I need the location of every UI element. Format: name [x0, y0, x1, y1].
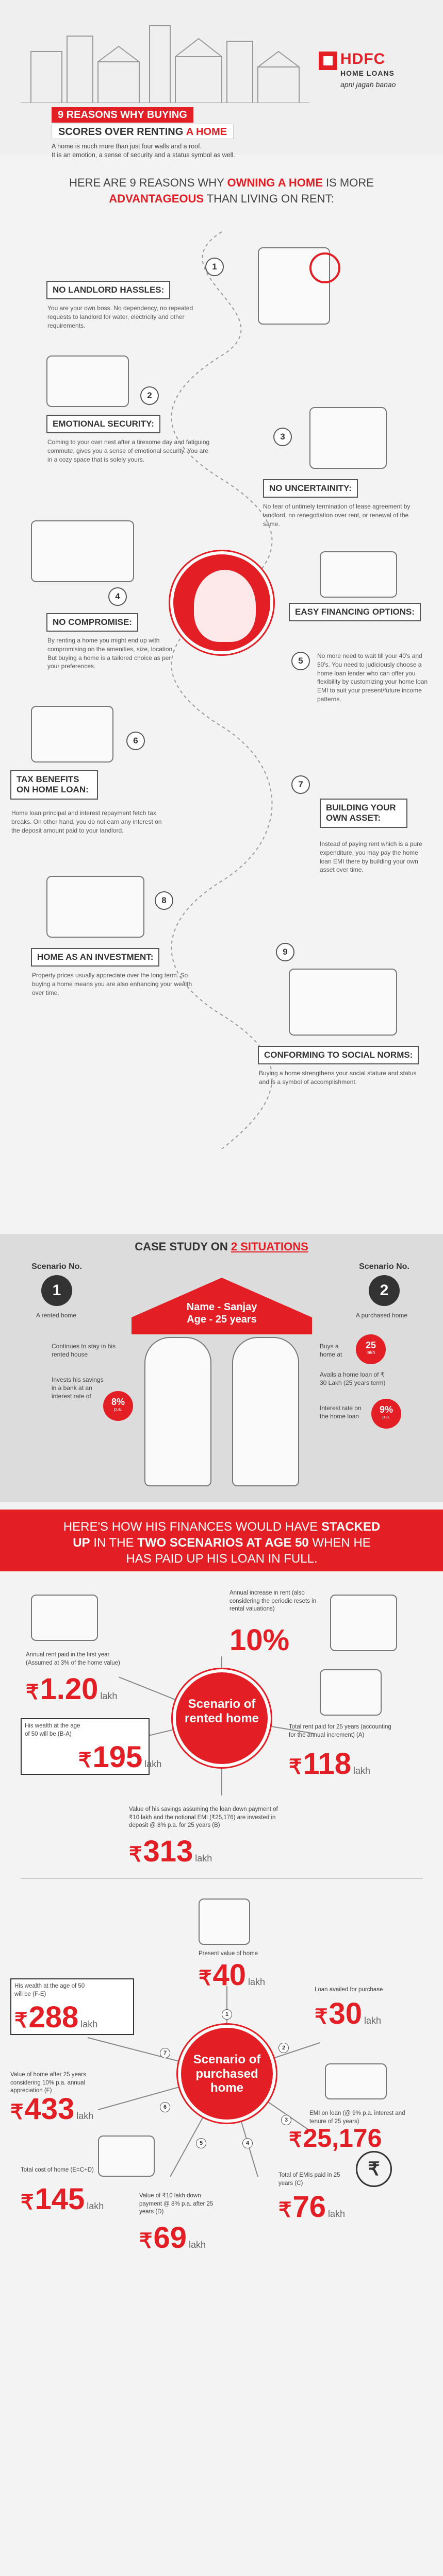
s2-note-3: Interest rate on the home loan: [320, 1404, 362, 1420]
total-rent-rupee: ₹: [289, 1756, 302, 1778]
spoke-number-6: 6: [160, 2102, 170, 2112]
reason-title-8: HOME AS AN INVESTMENT:: [31, 948, 159, 967]
reasons-heading-suffix: THAN LIVING ON RENT:: [204, 192, 334, 205]
purchased-wealth-box: [10, 1978, 134, 2035]
rented-wealth-rupee: ₹: [78, 1749, 92, 1772]
purchased-wealth-unit: lakh: [80, 2019, 98, 2029]
spoke-number-7: 7: [160, 2048, 170, 2058]
banner-line2-emph2: TWO SCENARIOS AT AGE 50: [137, 1536, 309, 1550]
purchased-wealth-rupee: ₹: [14, 2009, 28, 2032]
total-cost-unit: lakh: [87, 2201, 104, 2211]
spoke-number-4: 4: [242, 2138, 253, 2148]
savings-rupee: ₹: [129, 1843, 142, 1866]
title-line-2-emph: A HOME: [186, 126, 227, 138]
purchased-wealth-value: [14, 2003, 97, 2032]
reasons-heading-emph2: ADVANTAGEOUS: [109, 192, 204, 205]
no-sign-icon: [309, 252, 340, 283]
present-rupee: ₹: [199, 1967, 212, 1990]
sanjay-owner-figure: [232, 1337, 299, 1486]
purchased-wealth-label: His wealth at the age of 50 will be (F-E): [14, 1983, 85, 1997]
title-line-2: [52, 124, 234, 139]
loan-unit: lakh: [364, 2015, 381, 2026]
total-cost-number: 145: [35, 2182, 85, 2216]
purchased-wealth-number: 288: [28, 2001, 79, 2034]
savings-label: Value of his savings assuming the loan down payment of ₹10 lakh and the notional EMI (₹25,176) are invested in deposit @ 8% p.a. for 25 years (B): [129, 1806, 278, 1829]
header-desc-2: It is an emotion, a sense of security and a status symbol as well.: [52, 151, 235, 159]
relaxing-man-illustration: [46, 355, 129, 407]
rented-wealth-label: His wealth at the age of 50 will be (B-A): [25, 1723, 80, 1737]
reason-number-9: 9: [276, 943, 294, 961]
s2-price-bubble: [356, 1334, 386, 1364]
s1-rate: 8%: [111, 1397, 125, 1407]
banner-line1-prefix: HERE'S HOW HIS FINANCES WOULD HAVE: [63, 1520, 321, 1534]
case-study-title: [0, 1240, 443, 1253]
scenario-2-number: 2: [369, 1275, 400, 1306]
s2-rate: 9%: [379, 1404, 393, 1415]
home-cost-illustration: [98, 2136, 155, 2177]
scenario-comparison-section: [0, 1579, 443, 2259]
reason-title-2: EMOTIONAL SECURITY:: [46, 415, 160, 433]
reason-desc-1: You are your own boss. No dependency, no repeated requests to landlord for water, electricity and other requirements.: [47, 304, 193, 329]
reason-title-6: TAX BENEFITS ON HOME LOAN:: [10, 770, 98, 800]
logo-tagline: apni jagah banao: [340, 80, 396, 89]
emi-label: EMI on loan (@ 9% p.a. interest and tenure of 25 years): [309, 2110, 405, 2125]
reasons-section: [0, 170, 443, 1226]
total-emi-rupee: ₹: [278, 2199, 292, 2222]
total-emi-label: Total of EMIs paid in 25 years (C): [278, 2172, 340, 2187]
total-rent-label: Total rent paid for 25 years (accounting for the annual increment) (A): [289, 1724, 391, 1738]
scenario-1-label: Scenario No.: [31, 1262, 82, 1271]
title-line-1: 9 REASONS WHY BUYING: [52, 107, 193, 123]
case-title-emph: 2 SITUATIONS: [231, 1240, 308, 1253]
s2-price-unit: lakh: [366, 1349, 375, 1355]
reason-title-1: NO LANDLORD HASSLES:: [46, 281, 170, 299]
future-unit: lakh: [76, 2111, 94, 2121]
total-cost-rupee: ₹: [21, 2191, 34, 2214]
reason-number-3: 3: [273, 428, 292, 446]
banner-line1-emph: STACKED: [321, 1520, 381, 1534]
reason-desc-5: No more need to wait till your 40's and 50's. You need to judiciously choose a home loan lender who can offer you flexibility by customizing your home loan EMI to suit your present/future income patterns.: [317, 652, 428, 703]
first-rent-unit: lakh: [100, 1691, 118, 1701]
total-emi-number: 76: [292, 2190, 326, 2224]
total-rent-number: 118: [303, 1747, 352, 1781]
present-unit: lakh: [248, 1977, 265, 1987]
scenario-1-desc: A rented home: [36, 1312, 77, 1319]
rent-increase-value: 10%: [229, 1623, 290, 1657]
scenario-2-desc: A purchased home: [356, 1312, 408, 1319]
s2-rate-bubble: [371, 1399, 401, 1429]
rent-increase-label: Annual increase in rent (also considering the periodic resets in rental valuations): [229, 1590, 317, 1613]
sanjay-rented-figure: [144, 1337, 211, 1486]
banner-line3: HAS PAID UP HIS LOAN IN FULL.: [126, 1552, 318, 1566]
reason-number-4: 4: [108, 587, 127, 606]
future-number: 433: [24, 2092, 75, 2126]
uncertain-man-illustration: [309, 407, 387, 469]
reason-number-2: 2: [140, 386, 159, 405]
rented-hub: Scenario of rented home: [173, 1669, 271, 1767]
reason-title-9: CONFORMING TO SOCIAL NORMS:: [258, 1046, 419, 1064]
city-skyline-illustration: [21, 10, 309, 103]
spoke-number-1: 1: [222, 2009, 232, 2020]
title-line-2-text: SCORES OVER RENTING: [58, 126, 186, 138]
reason-title-3: NO UNCERTAINITY:: [263, 479, 358, 498]
reason-desc-9: Buying a home strengthens your social stature and status and is a symbol of accomplishment.: [259, 1070, 417, 1086]
scenario-1-number: 1: [41, 1275, 72, 1306]
man-at-window-illustration: [31, 520, 134, 582]
reason-desc-6: Home loan principal and interest repayment fetch tax breaks. On other hand, you do not earn any interest on the deposit amount paid to your landlord.: [11, 809, 162, 834]
person-age: Age - 25 years: [187, 1314, 257, 1325]
reason-number-5: 5: [291, 652, 310, 670]
present-number: 40: [212, 1958, 246, 1992]
reason-number-7: 7: [291, 775, 310, 794]
first-rent-rupee: ₹: [26, 1681, 39, 1704]
first-rent-label: Annual rent paid in the first year (Assumed at 3% of the home value): [26, 1652, 120, 1666]
center-strong-man-emblem: [170, 551, 273, 654]
down-number: 69: [153, 2221, 187, 2255]
savings-number: 313: [143, 1835, 193, 1868]
reason-number-1: 1: [205, 258, 224, 276]
reason-desc-8: Property prices usually appreciate over the long term. So buying a home means you are also enhancing your wealth over time.: [32, 972, 192, 996]
case-study-section: [0, 1234, 443, 1502]
loan-number: 30: [329, 1997, 362, 2030]
social-people-illustration: [289, 969, 397, 1036]
total-cost-label: Total cost of home (E=C+D): [21, 2167, 94, 2173]
emi-rupee: ₹: [289, 2129, 302, 2151]
total-rent-value: [289, 1749, 370, 1779]
rented-wealth-number: 195: [92, 1740, 143, 1774]
purchased-hub: Scenario of purchased home: [178, 2025, 276, 2123]
s2-note-2: Avails a home loan of ₹ 30 Lakh (25 years term): [320, 1371, 386, 1387]
first-rent-number: 1.20: [40, 1672, 99, 1706]
tax-document-illustration: [31, 706, 113, 762]
reason-number-8: 8: [155, 891, 173, 910]
house-value-illustration: [199, 1899, 250, 1945]
reason-desc-4: By renting a home you might end up with compromising on the amenities, size, location. But buying a home is a tailored choice as per your preferences.: [47, 637, 174, 670]
down-unit: lakh: [188, 2240, 206, 2250]
future-value-label: Value of home after 25 years considering 10% p.a. annual appreciation (F): [10, 2072, 86, 2094]
reasons-heading-emph1: OWNING A HOME: [227, 176, 323, 189]
person-name: Name - Sanjay: [186, 1301, 257, 1313]
house-investment-illustration: [46, 876, 144, 938]
future-value: [10, 2094, 93, 2124]
banner-line2-mid: IN THE: [90, 1536, 138, 1550]
emi-value: [289, 2125, 382, 2151]
banner-line2-suffix: WHEN HE: [308, 1536, 371, 1550]
rented-wealth-value: [78, 1742, 161, 1772]
spoke-number-5: 5: [196, 2138, 206, 2148]
header-desc-1: A home is much more than just four walls and a roof.: [52, 143, 202, 150]
savings-unit: lakh: [195, 1853, 212, 1863]
logo-sub: HOME LOANS: [340, 69, 395, 77]
s1-rate-bubble: [103, 1391, 133, 1421]
s2-rate-unit: p.a.: [382, 1414, 390, 1419]
loan-rupee: ₹: [315, 2006, 328, 2028]
house-rent-illustration: [31, 1595, 98, 1641]
reason-title-5: EASY FINANCING OPTIONS:: [289, 603, 421, 621]
reason-title-4: NO COMPROMISE:: [46, 613, 138, 632]
s2-note-1: Buys a home at: [320, 1343, 342, 1359]
banner-text: [21, 1519, 423, 1567]
reason-desc-3: No fear of untimely termination of lease agreement by landlord, no renegotiation over rent, or renewal of the same.: [263, 503, 411, 528]
scenario-2-label: Scenario No.: [359, 1262, 409, 1271]
scenario-divider: [21, 1878, 423, 1879]
finances-banner: [0, 1510, 443, 1571]
reason-title-7: BUILDING YOUR OWN ASSET:: [320, 799, 407, 828]
logo-square-icon: [319, 52, 337, 70]
cash-stack-illustration: [325, 2063, 387, 2099]
s1-note-1: Continues to stay in his rented house: [52, 1343, 116, 1359]
down-payment-label: Value of ₹10 lakh down payment @ 8% p.a. after 25 years (D): [139, 2193, 214, 2215]
rented-wealth-unit: lakh: [144, 1759, 162, 1769]
present-value-label: Present value of home: [199, 1951, 258, 1957]
bar-growth-illustration: [330, 1595, 397, 1651]
case-title-prefix: CASE STUDY ON: [135, 1240, 231, 1253]
total-rent-unit: lakh: [353, 1766, 371, 1776]
first-rent-value: [26, 1674, 117, 1704]
s1-rate-unit: p.a.: [114, 1406, 122, 1412]
loan-label: Loan availed for purchase: [315, 1987, 383, 1993]
spoke-number-3: 3: [281, 2115, 291, 2125]
rented-wealth-box: [21, 1718, 162, 1775]
total-cost-value: [21, 2184, 104, 2214]
down-payment-value: [139, 2223, 206, 2253]
strong-man-icon: [194, 570, 256, 642]
down-rupee: ₹: [139, 2230, 153, 2252]
spoke-number-2: 2: [278, 2043, 289, 2053]
savings-value: [129, 1837, 212, 1867]
reason-desc-2: Coming to your own nest after a tiresome day and fatiguing commute, gives you a sense of emotional security. You are in a cozy space that is solely yours.: [47, 438, 210, 463]
money-illustration: [320, 551, 397, 598]
future-rupee: ₹: [10, 2101, 24, 2124]
person-info: [173, 1301, 271, 1326]
reasons-heading-mid: IS MORE: [322, 176, 374, 189]
present-value: [199, 1960, 265, 1990]
reason-number-6: 6: [126, 732, 145, 750]
rupee-coin-icon: ₹: [356, 2151, 392, 2187]
header-section: [0, 0, 443, 159]
s2-price: 25: [365, 1340, 376, 1350]
emi-number: 25,176: [303, 2124, 382, 2153]
calendar-illustration: [320, 1669, 382, 1716]
total-emi-value: [278, 2192, 345, 2222]
logo-name: HDFC: [340, 50, 386, 67]
total-emi-unit: lakh: [327, 2209, 345, 2219]
hdfc-logo: [319, 52, 396, 108]
reason-desc-7: Instead of paying rent which is a pure expenditure, you may pay the home loan EMI there by building your own asset over time.: [320, 840, 422, 874]
banner-line2-emph1: UP: [73, 1536, 90, 1550]
header-description: [52, 142, 413, 160]
reasons-heading-prefix: HERE ARE 9 REASONS WHY: [69, 176, 227, 189]
s1-note-2: Invests his savings in a bank at an interest rate of: [52, 1376, 104, 1400]
loan-value: [315, 1999, 381, 2029]
